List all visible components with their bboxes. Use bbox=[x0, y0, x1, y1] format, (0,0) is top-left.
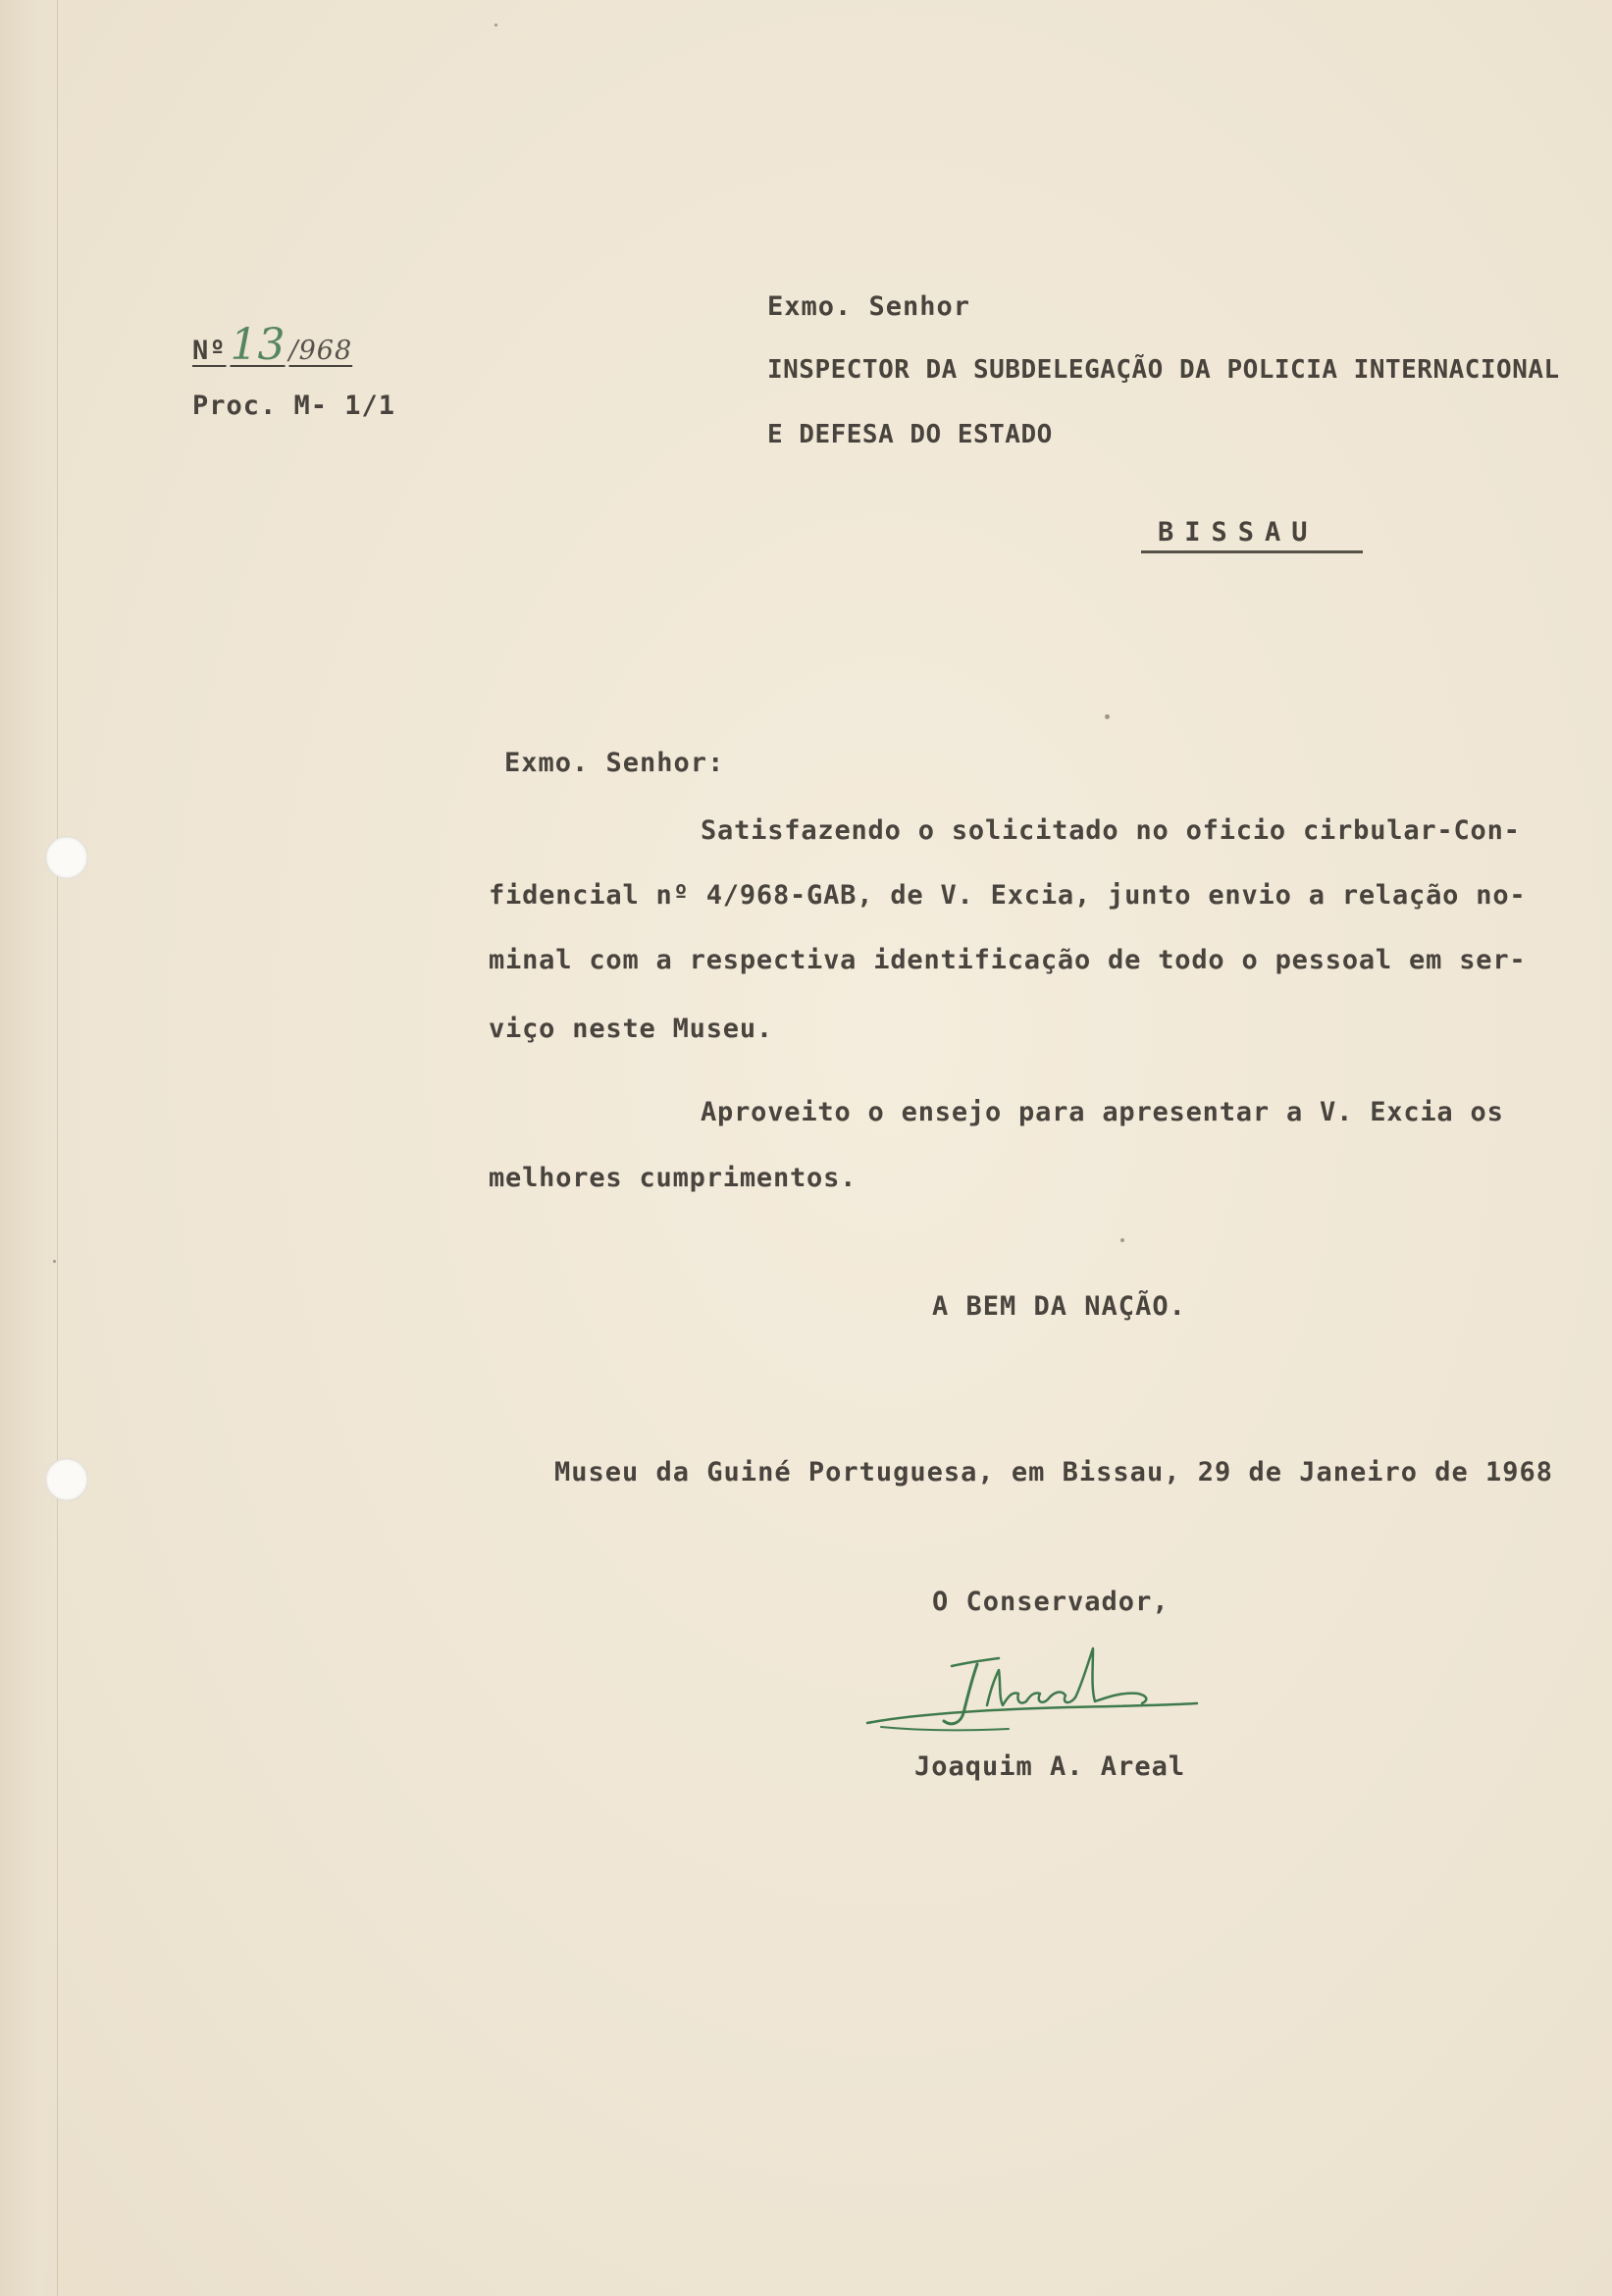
letter-body-line: Satisfazendo o solicitado no oficio cirbular-Con- bbox=[701, 815, 1521, 846]
signatory-title: O Conservador, bbox=[932, 1587, 1170, 1617]
letter-body-line: melhores cumprimentos. bbox=[489, 1163, 858, 1193]
addressee-line-2: E DEFESA DO ESTADO bbox=[767, 420, 1053, 449]
letter-body-line: fidencial nº 4/968-GAB, de V. Excia, junto envio a relação no- bbox=[489, 880, 1527, 911]
letter-greeting: Exmo. Senhor: bbox=[504, 748, 725, 778]
paper-speck bbox=[494, 24, 497, 26]
signatory-name: Joaquim A. Areal bbox=[914, 1751, 1186, 1782]
paper-speck bbox=[1120, 1238, 1124, 1242]
page-fold-shadow bbox=[0, 0, 59, 2296]
addressee-city: BISSAU bbox=[1158, 517, 1319, 548]
reference-number bbox=[192, 320, 352, 370]
letter-closing: A BEM DA NAÇÃO. bbox=[932, 1291, 1186, 1322]
page-fold-line bbox=[57, 0, 58, 2296]
handwritten-signature bbox=[861, 1637, 1205, 1745]
addressee-line-1: INSPECTOR DA SUBDELEGAÇÃO DA POLICIA INTERNACIONAL bbox=[767, 355, 1560, 385]
place-and-date: Museu da Guiné Portuguesa, em Bissau, 29 de Janeiro de 1968 bbox=[554, 1457, 1554, 1487]
punch-hole-bottom bbox=[45, 1458, 88, 1501]
paper-speck bbox=[53, 1260, 56, 1263]
process-reference: Proc. M- 1/1 bbox=[192, 391, 396, 421]
letter-body-line: Aproveito o ensejo para apresentar a V. Excia os bbox=[701, 1097, 1504, 1127]
city-underline bbox=[1141, 550, 1363, 553]
reference-number-prefix: Nº bbox=[192, 336, 227, 366]
reference-number-handwritten: 13 bbox=[230, 320, 286, 370]
letter-body-line: viço neste Museu. bbox=[489, 1014, 773, 1044]
letter-body-line: minal com a respectiva identificação de todo o pessoal em ser- bbox=[489, 945, 1527, 975]
reference-number-suffix: /968 bbox=[288, 336, 353, 366]
paper-speck bbox=[1105, 714, 1110, 719]
punch-hole-top bbox=[45, 836, 88, 879]
addressee-salutation: Exmo. Senhor bbox=[767, 291, 971, 322]
